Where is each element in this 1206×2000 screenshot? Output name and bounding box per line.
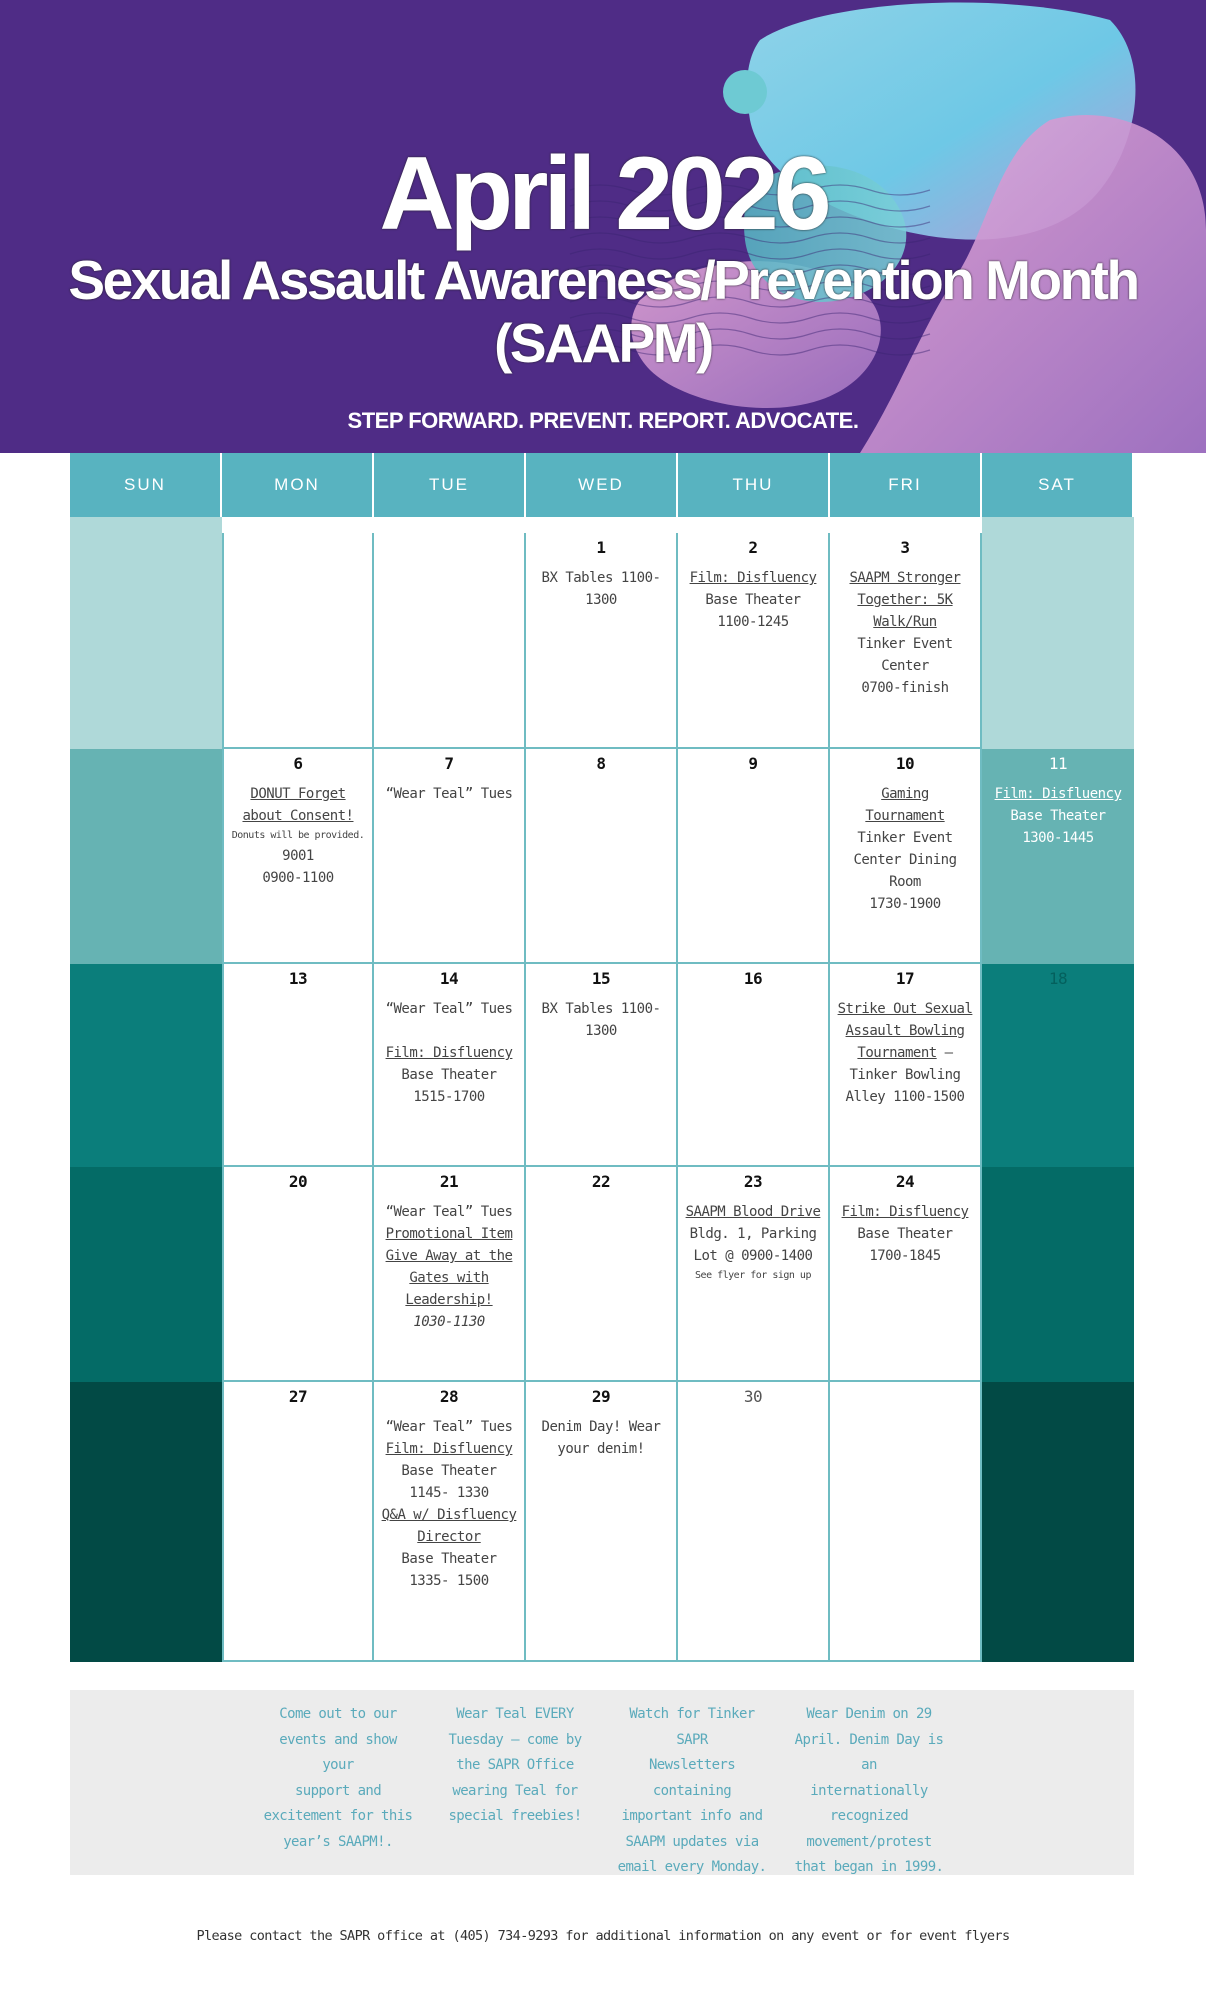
event-link[interactable]: Q&A w/ Disfluency bbox=[381, 1507, 517, 1523]
date-number: 15 bbox=[591, 969, 611, 988]
footer-contact-text: Please contact the SAPR office at (405) 734-9293 for additional information on any event or for event flyers bbox=[196, 1928, 1010, 1944]
day-cell-30 bbox=[678, 1382, 830, 1662]
day-cell-2 bbox=[678, 533, 830, 749]
info-line: year’s SAAPM!. bbox=[283, 1833, 393, 1850]
event-text: Base Theater bbox=[401, 1551, 497, 1567]
event-text: 9001 bbox=[282, 848, 314, 864]
date-number: 14 bbox=[439, 969, 459, 988]
event-link[interactable]: Leadership! bbox=[405, 1292, 493, 1308]
day-cell-8 bbox=[526, 749, 678, 964]
date-number: 30 bbox=[743, 1387, 763, 1406]
event-link[interactable]: Assault Bowling bbox=[845, 1023, 965, 1039]
day-cell-1 bbox=[526, 533, 678, 749]
spacer bbox=[982, 517, 1134, 533]
day-cell-9 bbox=[678, 749, 830, 964]
event-text: 0700-finish bbox=[861, 680, 949, 696]
day-cell bbox=[70, 964, 222, 1167]
day-cell-13 bbox=[222, 964, 374, 1167]
event-link[interactable]: SAAPM Blood Drive bbox=[685, 1204, 821, 1220]
event-link[interactable]: Together: 5K bbox=[857, 592, 953, 608]
info-column-events bbox=[261, 1702, 415, 1855]
date-number: 27 bbox=[288, 1387, 308, 1406]
header-banner bbox=[0, 0, 1206, 453]
event-link[interactable]: Walk/Run bbox=[873, 614, 937, 630]
date-number: 17 bbox=[895, 969, 915, 988]
info-box bbox=[70, 1690, 1134, 1875]
event-link[interactable]: Tournament bbox=[865, 808, 945, 824]
event-text: your denim! bbox=[557, 1441, 645, 1457]
event-text: 1300 bbox=[585, 592, 617, 608]
info-line: Tuesday – come by bbox=[448, 1731, 582, 1748]
event-link[interactable]: Film: Disfluency bbox=[841, 1204, 969, 1220]
date-number: 20 bbox=[288, 1172, 308, 1191]
day-cell-17 bbox=[830, 964, 982, 1167]
date-number: 21 bbox=[439, 1172, 459, 1191]
date-number: 18 bbox=[1048, 969, 1068, 988]
spacer bbox=[830, 517, 982, 533]
event-text: 1300-1445 bbox=[1022, 830, 1094, 846]
event-text: 0900-1100 bbox=[262, 870, 334, 886]
day-header-thu: THU bbox=[678, 453, 830, 517]
day-cell bbox=[830, 1382, 982, 1662]
event-note: Donuts will be provided. bbox=[231, 830, 365, 841]
date-number: 28 bbox=[439, 1387, 459, 1406]
info-line: the SAPR Office bbox=[456, 1757, 574, 1773]
event-link[interactable]: Film: Disfluency bbox=[689, 570, 817, 586]
day-header-fri: FRI bbox=[830, 453, 982, 517]
day-cell-11 bbox=[982, 749, 1134, 964]
info-line: wearing Teal for bbox=[452, 1782, 578, 1799]
date-number: 13 bbox=[288, 969, 308, 988]
info-column-newsletters bbox=[615, 1702, 769, 1881]
day-cell-23 bbox=[678, 1167, 830, 1382]
date-number: 22 bbox=[591, 1172, 611, 1191]
date-number: 1 bbox=[596, 538, 606, 557]
campaign-abbreviation: (SAAPM) bbox=[494, 312, 712, 374]
event-text bbox=[830, 1042, 980, 1064]
day-header-wed: WED bbox=[526, 453, 678, 517]
day-cell-10 bbox=[830, 749, 982, 964]
spacer bbox=[374, 1020, 524, 1042]
event-text: Base Theater bbox=[401, 1463, 497, 1479]
day-header-tue: TUE bbox=[374, 453, 526, 517]
event-link[interactable]: Gates with bbox=[409, 1270, 489, 1286]
spacer bbox=[222, 517, 374, 533]
day-cell-15 bbox=[526, 964, 678, 1167]
event-text: “Wear Teal” Tues bbox=[385, 1204, 513, 1220]
event-text: 1145- 1330 bbox=[409, 1485, 489, 1501]
event-text: Lot @ 0900-1400 bbox=[693, 1248, 813, 1264]
event-text: Bldg. 1, Parking bbox=[689, 1226, 817, 1242]
day-cell bbox=[222, 533, 374, 749]
tagline: STEP FORWARD. PREVENT. REPORT. ADVOCATE. bbox=[347, 408, 859, 433]
info-line: special freebies! bbox=[448, 1808, 582, 1824]
event-link[interactable]: about Consent! bbox=[242, 808, 354, 824]
day-cell bbox=[982, 1167, 1134, 1382]
day-cell-22 bbox=[526, 1167, 678, 1382]
day-cell-3 bbox=[830, 533, 982, 749]
event-text: 1730-1900 bbox=[869, 896, 941, 912]
day-cell bbox=[70, 749, 222, 964]
info-line: movement/protest bbox=[806, 1833, 932, 1850]
day-cell-16 bbox=[678, 964, 830, 1167]
info-column-teal-tuesday bbox=[438, 1702, 592, 1830]
info-line: email every Monday. bbox=[617, 1859, 767, 1875]
day-cell bbox=[70, 533, 222, 749]
info-line: Wear Teal EVERY bbox=[456, 1706, 574, 1722]
event-text: Base Theater bbox=[401, 1067, 497, 1083]
day-header-mon: MON bbox=[222, 453, 374, 517]
info-line: support and bbox=[294, 1782, 382, 1799]
date-number: 10 bbox=[895, 754, 915, 773]
event-text: Room bbox=[889, 874, 921, 890]
day-cell-20 bbox=[222, 1167, 374, 1382]
date-number: 16 bbox=[743, 969, 763, 988]
info-line: Come out to our bbox=[279, 1706, 397, 1722]
spacer bbox=[374, 517, 526, 533]
event-text: 1700-1845 bbox=[869, 1248, 941, 1264]
event-text: 1300 bbox=[585, 1023, 617, 1039]
info-line: SAAPM updates via bbox=[625, 1833, 759, 1850]
event-text: Base Theater bbox=[705, 592, 801, 608]
info-line: Wear Denim on 29 bbox=[806, 1706, 932, 1722]
day-cell-28 bbox=[374, 1382, 526, 1662]
day-cell-7 bbox=[374, 749, 526, 964]
info-line: Watch for Tinker SAPR bbox=[629, 1706, 755, 1748]
campaign-subtitle: Sexual Assault Awareness/Prevention Month bbox=[68, 249, 1138, 311]
spacer bbox=[526, 517, 678, 533]
day-cell-18 bbox=[982, 964, 1134, 1167]
event-text: Tinker Bowling bbox=[849, 1067, 961, 1083]
month-title: April 2026 bbox=[379, 136, 827, 252]
day-cell-14 bbox=[374, 964, 526, 1167]
event-text: BX Tables 1100- bbox=[541, 1001, 661, 1017]
day-cell-29 bbox=[526, 1382, 678, 1662]
event-text: Alley 1100-1500 bbox=[845, 1089, 965, 1105]
event-link[interactable]: Promotional Item bbox=[385, 1226, 513, 1242]
info-line: excitement for this bbox=[263, 1808, 413, 1824]
event-text: Tinker Event bbox=[857, 830, 953, 846]
event-text: Center Dining bbox=[853, 852, 957, 868]
date-number: 29 bbox=[591, 1387, 611, 1406]
day-header-sun: SUN bbox=[70, 453, 222, 517]
info-line: important info and bbox=[621, 1808, 763, 1824]
info-line: events and show your bbox=[279, 1731, 397, 1773]
date-number: 9 bbox=[748, 754, 758, 773]
event-text: Tinker Event bbox=[857, 636, 953, 652]
day-cell-27 bbox=[222, 1382, 374, 1662]
day-cell bbox=[982, 533, 1134, 749]
date-number: 7 bbox=[444, 754, 454, 773]
day-header-sat: SAT bbox=[982, 453, 1134, 517]
event-text: 1515-1700 bbox=[413, 1089, 485, 1105]
event-text: “Wear Teal” Tues bbox=[385, 1419, 513, 1435]
info-line: that began in 1999. bbox=[794, 1859, 944, 1875]
calendar-grid bbox=[70, 453, 1134, 1665]
date-number: 23 bbox=[743, 1172, 763, 1191]
day-cell-24 bbox=[830, 1167, 982, 1382]
day-cell bbox=[70, 1382, 222, 1662]
spacer bbox=[678, 517, 830, 533]
event-time: 1030-1130 bbox=[413, 1314, 485, 1330]
event-link[interactable]: Gaming bbox=[881, 786, 929, 802]
day-cell bbox=[982, 1382, 1134, 1662]
dash: – bbox=[944, 1045, 953, 1061]
spacer bbox=[70, 517, 222, 533]
event-text: “Wear Teal” Tues bbox=[385, 1001, 513, 1017]
day-cell-21 bbox=[374, 1167, 526, 1382]
event-link[interactable]: Film: Disfluency bbox=[385, 1441, 513, 1457]
date-number: 11 bbox=[1048, 754, 1068, 773]
event-link[interactable]: Strike Out Sexual bbox=[837, 1001, 973, 1017]
info-line: Newsletters containing bbox=[648, 1757, 736, 1799]
date-number: 24 bbox=[895, 1172, 915, 1191]
event-link[interactable]: Film: Disfluency bbox=[385, 1045, 513, 1061]
event-text: 1335- 1500 bbox=[409, 1573, 489, 1589]
day-cell bbox=[374, 533, 526, 749]
event-link[interactable]: DONUT Forget bbox=[250, 786, 346, 802]
event-link[interactable]: Director bbox=[417, 1529, 481, 1545]
event-text: 1100-1245 bbox=[717, 614, 789, 630]
info-line: recognized bbox=[829, 1808, 909, 1824]
date-number: 6 bbox=[293, 754, 303, 773]
day-cell bbox=[70, 1167, 222, 1382]
info-line: internationally bbox=[810, 1782, 928, 1799]
event-text: Base Theater bbox=[1010, 808, 1106, 824]
event-text: Center bbox=[881, 658, 929, 674]
event-link[interactable]: Tournament bbox=[857, 1045, 937, 1061]
event-text: “Wear Teal” Tues bbox=[385, 786, 513, 802]
event-text: Denim Day! Wear bbox=[541, 1419, 661, 1435]
info-column-denim-day bbox=[792, 1702, 946, 1881]
event-text: Base Theater bbox=[857, 1226, 953, 1242]
date-number: 3 bbox=[900, 538, 910, 557]
date-number: 2 bbox=[748, 538, 758, 557]
event-text: BX Tables 1100- bbox=[541, 570, 661, 586]
date-number: 8 bbox=[596, 754, 606, 773]
event-link[interactable]: Film: Disfluency bbox=[994, 786, 1122, 802]
day-cell-6 bbox=[222, 749, 374, 964]
info-line: April. Denim Day is an bbox=[794, 1731, 944, 1773]
event-link[interactable]: Give Away at the bbox=[385, 1248, 513, 1264]
event-link[interactable]: SAAPM Stronger bbox=[849, 570, 961, 586]
event-note: See flyer for sign up bbox=[695, 1270, 811, 1281]
